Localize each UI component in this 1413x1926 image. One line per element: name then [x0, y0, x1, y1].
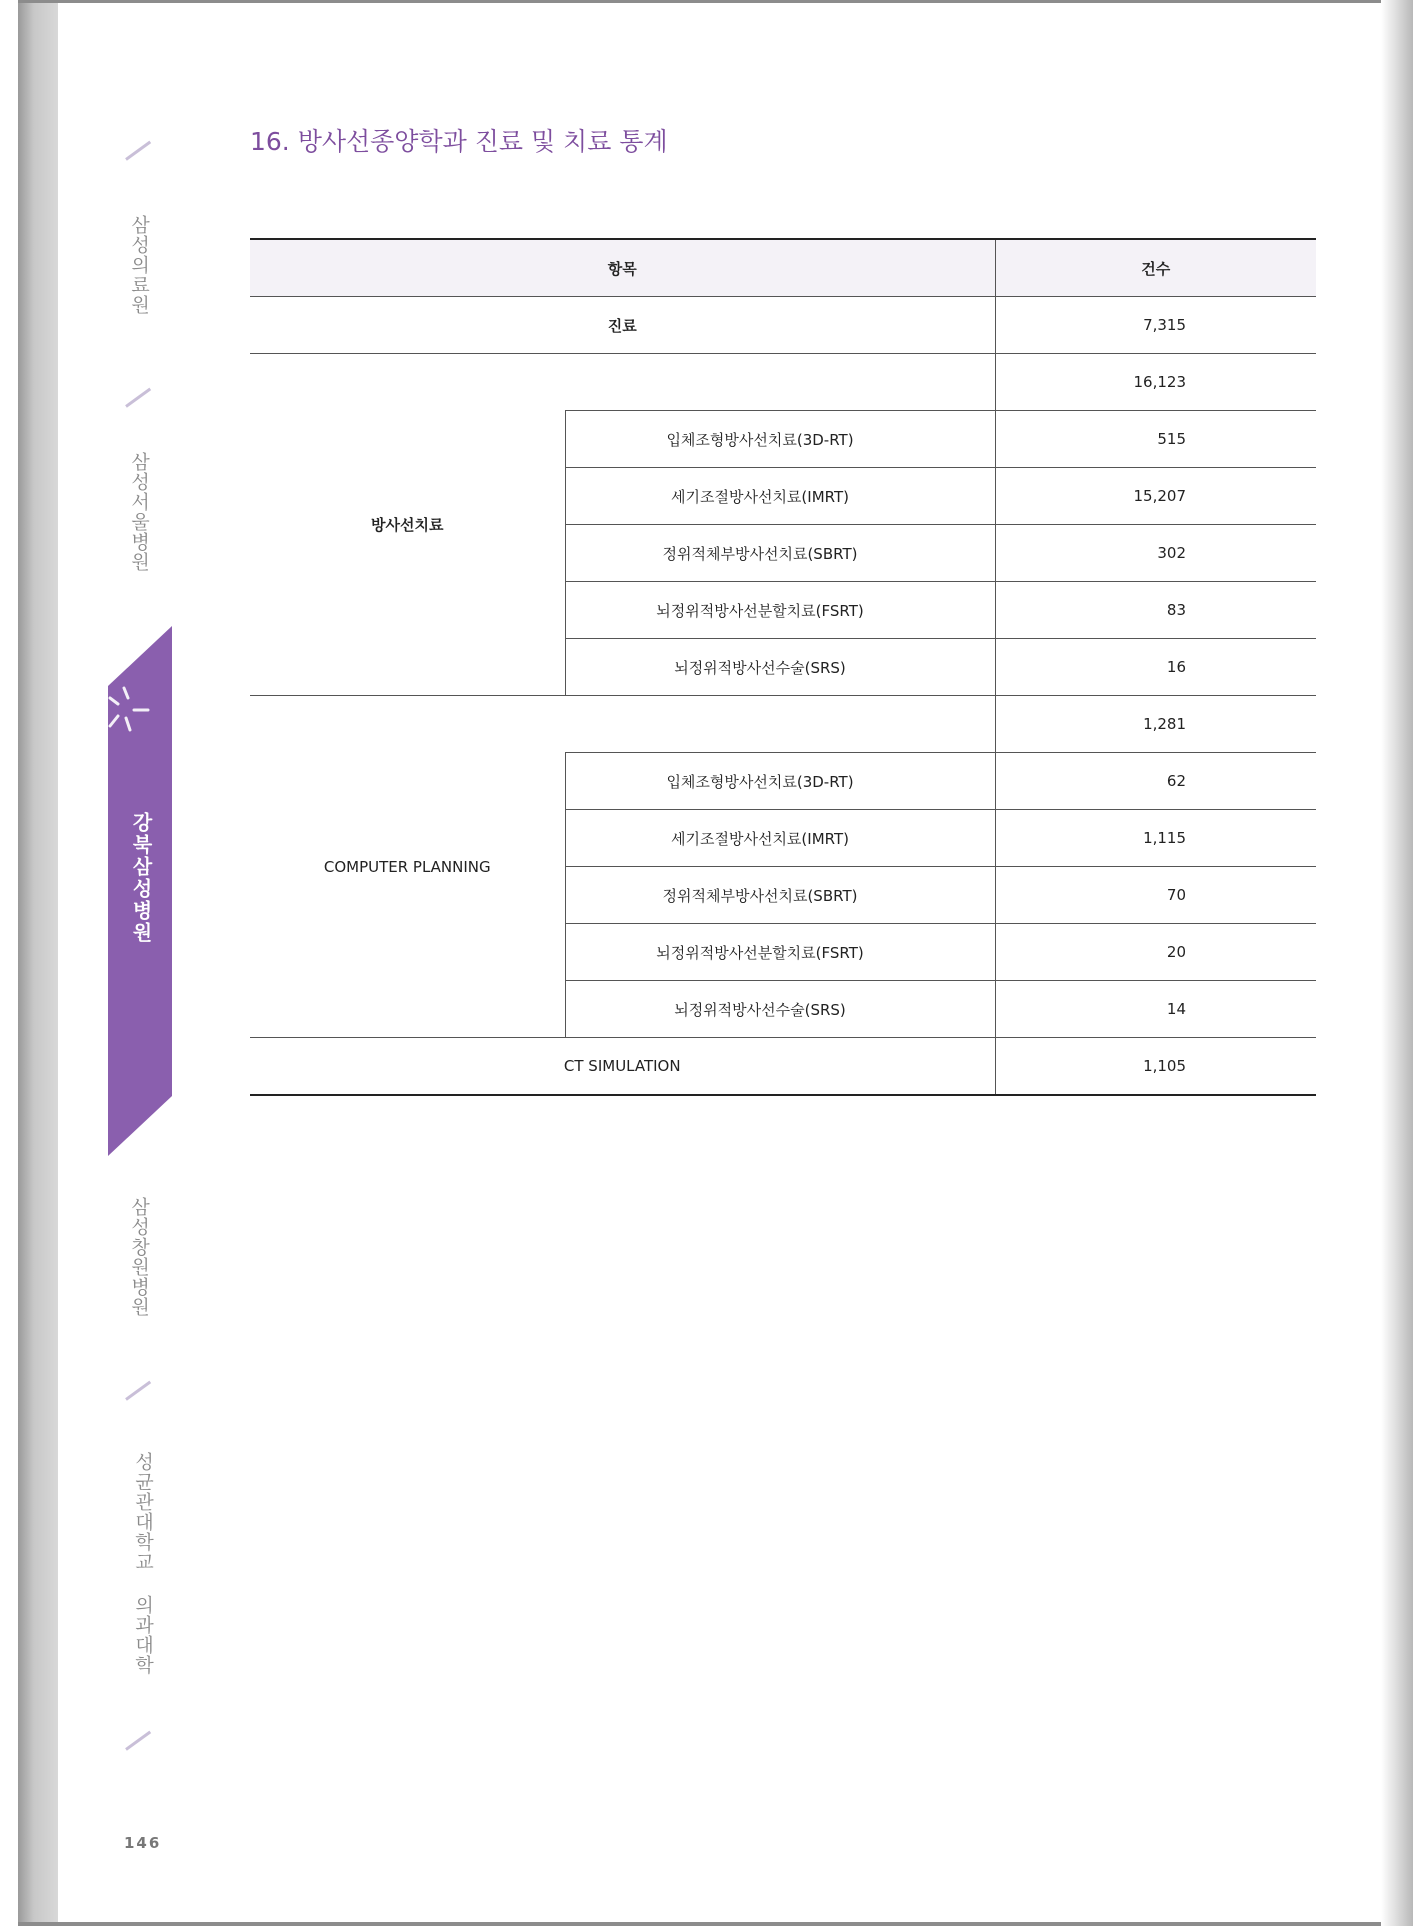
sub-label: 세기조절방사선치료(IMRT) — [565, 810, 995, 867]
sub-label: 뇌정위적방사선분할치료(FSRT) — [565, 582, 995, 639]
sub-label: 뇌정위적방사선수술(SRS) — [565, 639, 995, 696]
sub-value: 14 — [995, 981, 1316, 1038]
sidebar-item-samsung-changwon-hospital[interactable]: 삼성창원병원 — [128, 1197, 150, 1317]
table-row — [250, 696, 1316, 753]
sub-value: 15,207 — [995, 468, 1316, 525]
group-total-value: 16,123 — [995, 354, 1316, 411]
sidebar-item-samsung-medical-center[interactable]: 삼성의료원 — [128, 215, 150, 315]
header-item: 항목 — [250, 239, 995, 297]
sub-label: 정위적체부방사선치료(SBRT) — [565, 525, 995, 582]
table-header-row — [250, 239, 1316, 297]
sub-label: 정위적체부방사선치료(SBRT) — [565, 867, 995, 924]
row-value: 1,105 — [995, 1038, 1316, 1096]
page-right-shade — [1381, 0, 1413, 1926]
table-row — [250, 1038, 1316, 1096]
sub-value: 515 — [995, 411, 1316, 468]
group-total-value: 1,281 — [995, 696, 1316, 753]
sub-label: 세기조절방사선치료(IMRT) — [565, 468, 995, 525]
row-label: CT SIMULATION — [250, 1038, 995, 1096]
group-label: 방사선치료 — [250, 354, 565, 696]
sub-label: 입체조형방사선치료(3D-RT) — [565, 411, 995, 468]
table-row — [250, 297, 1316, 354]
sub-value: 70 — [995, 867, 1316, 924]
sub-label: 뇌정위적방사선수술(SRS) — [565, 981, 995, 1038]
group-label: COMPUTER PLANNING — [250, 696, 565, 1038]
sub-value: 302 — [995, 525, 1316, 582]
sparkle-icon — [104, 684, 152, 732]
group-total-spacer — [565, 696, 995, 753]
header-count: 건수 — [995, 239, 1316, 297]
page-edge-top — [18, 0, 1398, 3]
sidebar-item-samsung-seoul-hospital[interactable]: 삼성서울병원 — [128, 452, 150, 572]
page-title: 16. 방사선종양학과 진료 및 치료 통계 — [250, 127, 668, 156]
sub-value: 62 — [995, 753, 1316, 810]
sub-value: 20 — [995, 924, 1316, 981]
row-value: 7,315 — [995, 297, 1316, 354]
sub-value: 1,115 — [995, 810, 1316, 867]
sidebar-item-skku-medicine[interactable]: 성균관대학교 의과대학 — [132, 1452, 154, 1675]
row-label: 진료 — [250, 297, 995, 354]
page-edge-bottom — [18, 1922, 1398, 1926]
sidebar-item-kangbuk-samsung-hospital[interactable]: 강북삼성병원 — [129, 812, 153, 944]
table-row — [250, 354, 1316, 411]
sub-value: 83 — [995, 582, 1316, 639]
sub-label: 입체조형방사선치료(3D-RT) — [565, 753, 995, 810]
sub-value: 16 — [995, 639, 1316, 696]
sub-label: 뇌정위적방사선분할치료(FSRT) — [565, 924, 995, 981]
book-spine — [18, 0, 59, 1926]
page-number: 146 — [124, 1834, 162, 1852]
statistics-table — [250, 238, 1316, 1096]
group-total-spacer — [565, 354, 995, 411]
